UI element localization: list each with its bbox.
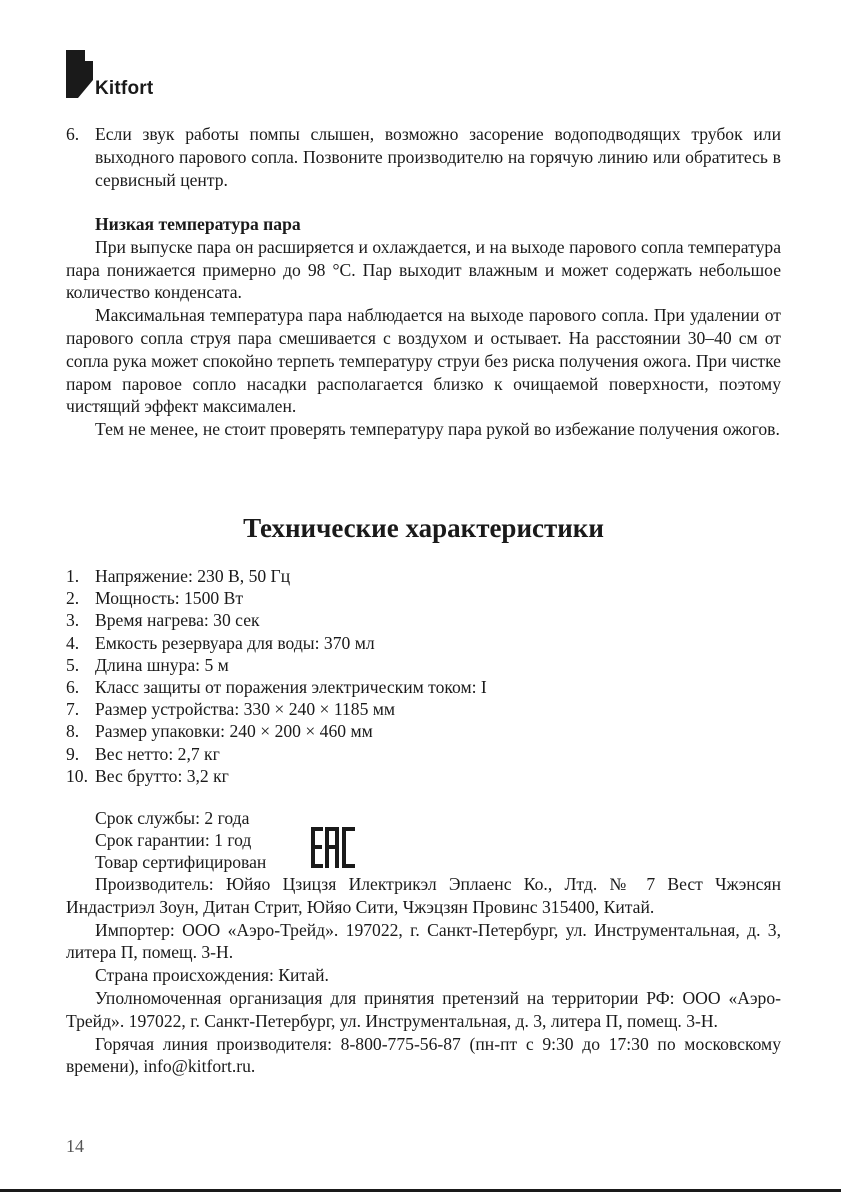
low-temp-section — [66, 213, 781, 441]
service-life: Срок службы: 2 года — [95, 808, 250, 828]
eac-mark — [311, 827, 355, 868]
spec-number: 1. — [66, 566, 80, 586]
list-item — [66, 743, 781, 765]
item-number: 6. — [66, 124, 80, 144]
spec-number: 6. — [66, 676, 80, 697]
list-item — [66, 565, 781, 587]
low-temp-paragraph-2: Максимальная температура пара наблюдается на выходе парового сопла. При удалении от парового сопла струя пара смешивается с воздухом и остывает. На расстоянии 30–40 см от сопла рука может спокойно терпеть температуру струи без риска получения ожога. При чистке паром паровое сопло насадки располагается близко к очищаемой поверхности, поэтому чистящий эффект максимален. — [66, 305, 781, 417]
troubleshooting-item-6 — [66, 123, 781, 192]
specs-list — [66, 565, 781, 787]
spec-text: Размер устройства: 330 × 240 × 1185 мм — [95, 699, 396, 720]
spec-text: Размер упаковки: 240 × 200 × 460 мм — [95, 721, 373, 742]
low-temp-paragraph-1: При выпуске пара он расширяется и охлаждается, и на выходе парового сопла температура пара понижается примерно до 98 °C. Пар выходит влажным и может содержать небольшое количество конденсата. — [66, 236, 781, 303]
item-text: Если звук работы помпы слышен, возможно засорение водоподводящих трубок или выходного парового сопла. Позвоните производителю на горячую линию или обратитесь в сервисный центр. — [95, 124, 781, 190]
claims-organization: Уполномоченная организация для принятия претензий на территории РФ: ООО «Аэро-Трейд». 197022, г. Санкт-Петербург, ул. Инструментальная, д. 3, литера П, помещ. 3-Н. — [66, 987, 781, 1031]
spec-text: Емкость резервуара для воды: 370 мл — [95, 632, 375, 653]
list-item — [66, 609, 781, 631]
low-temp-paragraph-3: Тем не менее, не стоит проверять температуру пара рукой во избежание получения ожогов. — [95, 419, 780, 440]
spec-number: 3. — [66, 610, 80, 631]
kitfort-logo — [66, 50, 166, 102]
eac-mark-icon — [311, 827, 355, 868]
warranty-period: Срок гарантии: 1 год — [95, 830, 252, 850]
spec-text: Длина шнура: 5 м — [95, 654, 229, 675]
spec-number: 7. — [66, 699, 80, 720]
kitfort-logo-mark-icon — [66, 50, 93, 100]
spec-text: Вес брутто: 3,2 кг — [95, 765, 229, 786]
spec-number: 9. — [66, 743, 80, 764]
spec-number: 8. — [66, 721, 80, 742]
spec-text: Время нагрева: 30 сек — [95, 610, 260, 631]
spec-number: 10. — [66, 765, 88, 786]
list-item — [66, 587, 781, 609]
spec-text: Класс защиты от поражения электрическим током: I — [95, 676, 487, 697]
specs-heading: Технические характеристики — [243, 513, 604, 543]
logo-text: Kitfort — [95, 78, 154, 99]
hotline-info: Горячая линия производителя: 8-800-775-56-87 (пн-пт с 9:30 до 17:30 по московскому времени), info@kitfort.ru. — [66, 1033, 781, 1077]
low-temp-heading: Низкая температура пара — [95, 214, 301, 234]
country-of-origin: Страна происхождения: Китай. — [95, 965, 329, 986]
spec-number: 4. — [66, 632, 80, 653]
spec-number: 5. — [66, 654, 80, 675]
manufacturer-info: Производитель: Юйяо Цзицзя Илектрикэл Эплаенс Ко., Лтд. № 7 Вест Чжэнсян Индастриэл Зоун, Дитан Стрит, Юйяо Сити, Чжэцзян Провинс 315400, Китай. — [66, 874, 781, 917]
list-item — [66, 654, 781, 676]
list-item — [66, 720, 781, 742]
certification-note: Товар сертифицирован — [95, 852, 267, 872]
bottom-rule — [0, 1189, 841, 1192]
spec-text: Напряжение: 230 В, 50 Гц — [95, 566, 291, 586]
importer-info: Импортер: ООО «Аэро-Трейд». 197022, г. Санкт-Петербург, ул. Инструментальная, д. 3, литера П, помещ. 3-Н. — [66, 919, 781, 963]
page-number: 14 — [66, 1136, 84, 1156]
list-item — [66, 632, 781, 654]
list-item — [66, 676, 781, 698]
list-item — [66, 765, 781, 787]
spec-number: 2. — [66, 588, 80, 609]
spec-text: Вес нетто: 2,7 кг — [95, 743, 220, 764]
spec-text: Мощность: 1500 Вт — [95, 588, 244, 609]
list-item — [66, 698, 781, 720]
legal-info — [66, 873, 781, 1078]
